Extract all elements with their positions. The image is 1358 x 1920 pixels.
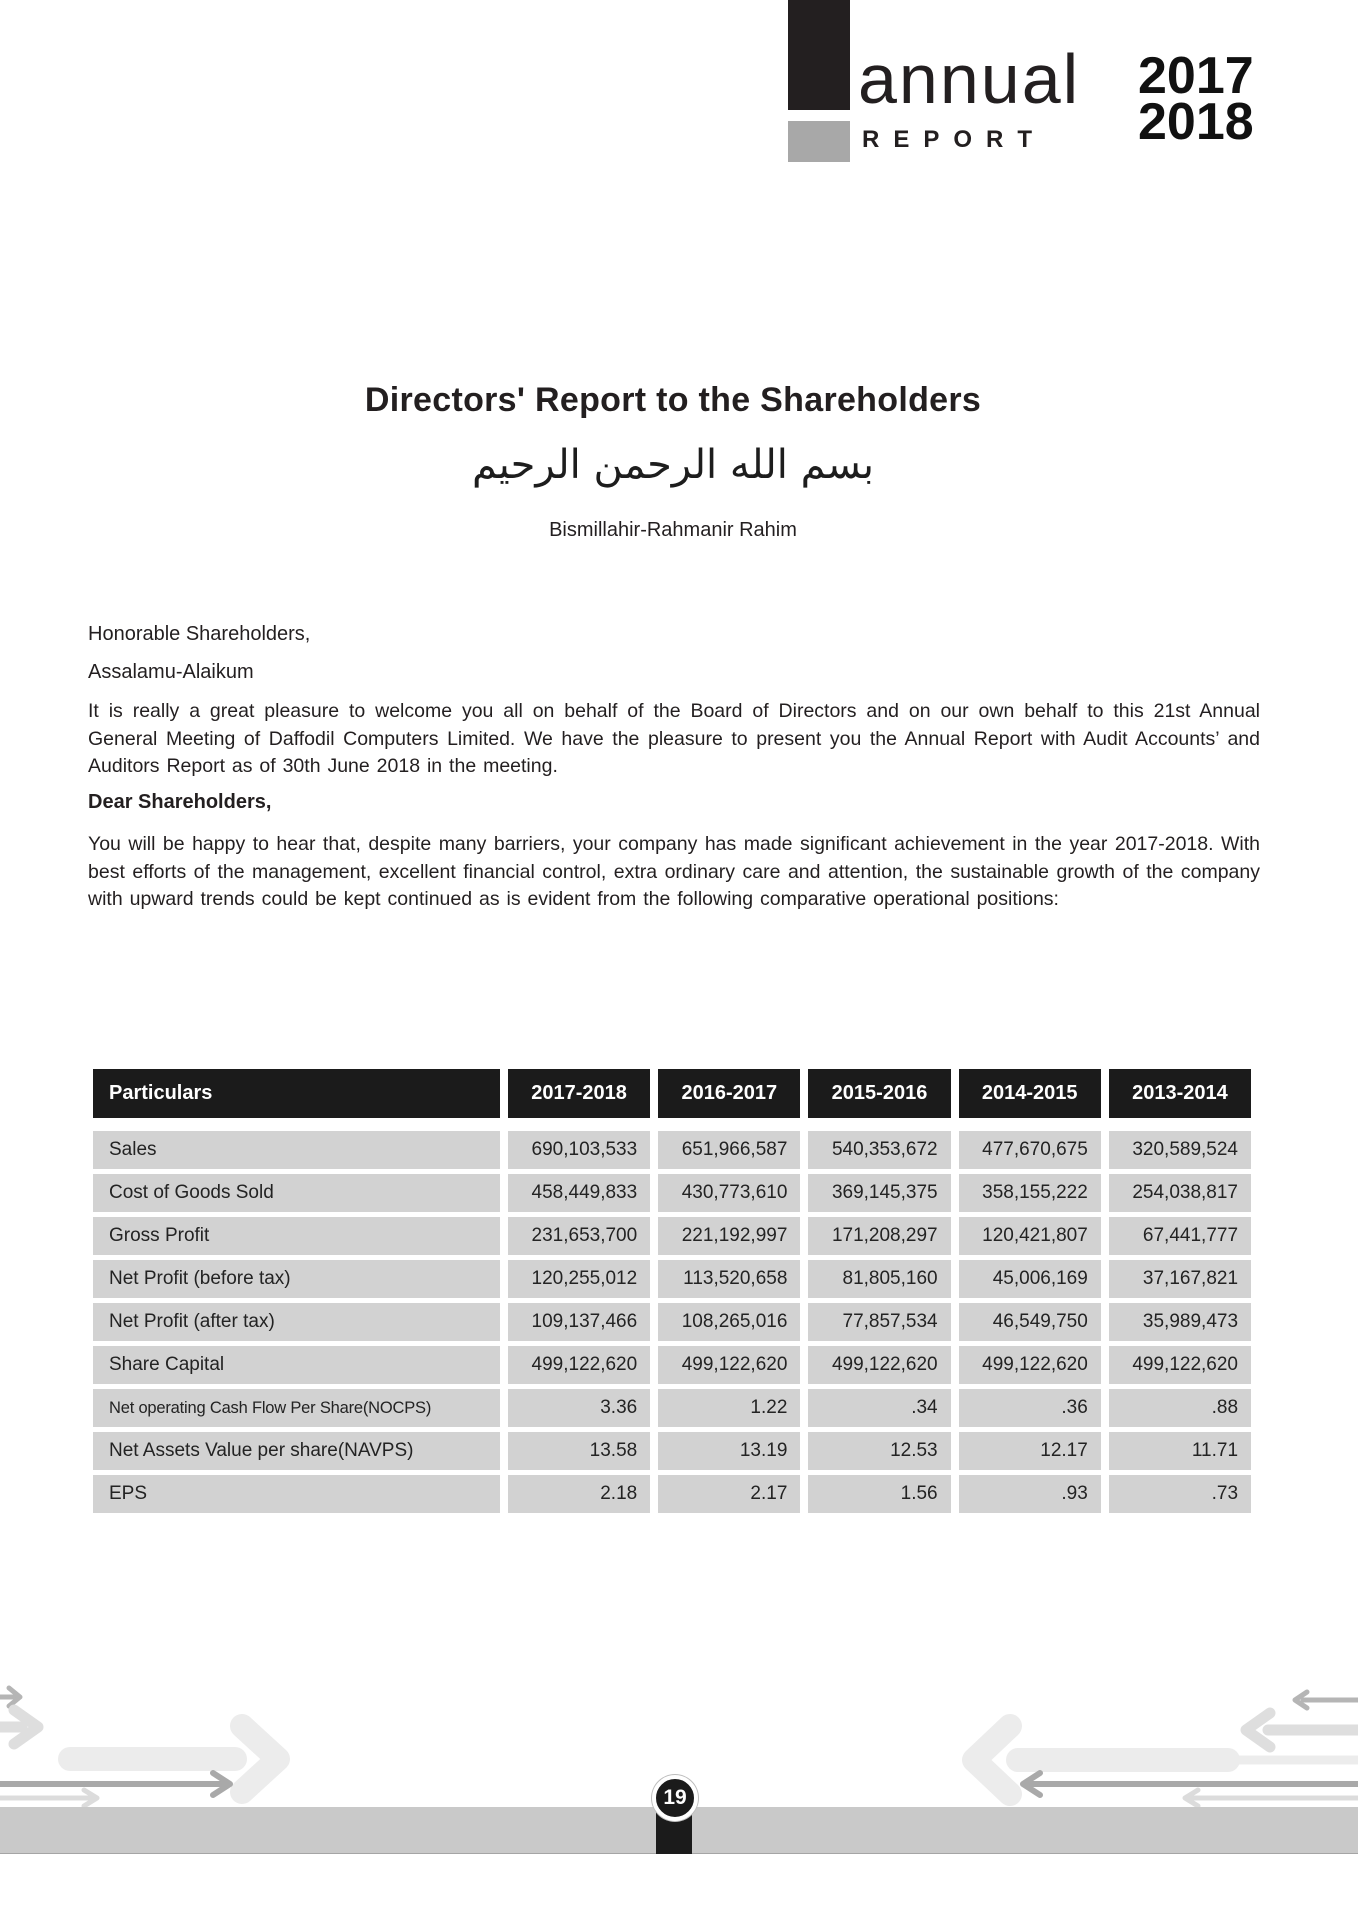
header-year-2015-2016: 2015-2016	[808, 1069, 950, 1118]
row-value: 499,122,620	[808, 1346, 950, 1384]
row-label: Net Profit (before tax)	[93, 1260, 500, 1298]
table-row-navps	[93, 1432, 1251, 1470]
decorative-arrows-right	[958, 1680, 1358, 1807]
row-value: 13.19	[658, 1432, 800, 1470]
row-value: .34	[808, 1389, 950, 1427]
row-value: 221,192,997	[658, 1217, 800, 1255]
row-value: 499,122,620	[959, 1346, 1101, 1384]
row-value: 690,103,533	[508, 1131, 650, 1169]
table-row-gross-profit	[93, 1217, 1251, 1255]
logo-gray-square	[788, 121, 850, 162]
row-label: Net operating Cash Flow Per Share(NOCPS)	[93, 1389, 500, 1427]
row-value: .93	[959, 1475, 1101, 1513]
row-value: 67,441,777	[1109, 1217, 1251, 1255]
page-number: 19	[663, 1786, 687, 1809]
row-value: 477,670,675	[959, 1131, 1101, 1169]
logo-years	[1138, 47, 1254, 151]
row-value: 11.71	[1109, 1432, 1251, 1470]
row-value: 109,137,466	[508, 1303, 650, 1341]
table-row-net-profit-after-tax	[93, 1303, 1251, 1341]
row-label: Share Capital	[93, 1346, 500, 1384]
row-label: EPS	[93, 1475, 500, 1513]
row-value: 120,255,012	[508, 1260, 650, 1298]
table-row-eps	[93, 1475, 1251, 1513]
row-value: 81,805,160	[808, 1260, 950, 1298]
row-value: 369,145,375	[808, 1174, 950, 1212]
row-value: .88	[1109, 1389, 1251, 1427]
row-value: 12.53	[808, 1432, 950, 1470]
header-year-2013-2014: 2013-2014	[1109, 1069, 1251, 1118]
row-value: 77,857,534	[808, 1303, 950, 1341]
dear-shareholders-heading: Dear Shareholders,	[88, 791, 272, 813]
row-value: 499,122,620	[658, 1346, 800, 1384]
logo-report-text: REPORT	[862, 126, 1047, 153]
header-particulars: Particulars	[93, 1069, 500, 1118]
row-value: 113,520,658	[658, 1260, 800, 1298]
row-value: 2.18	[508, 1475, 650, 1513]
table-header-row	[93, 1069, 1251, 1118]
row-value: 37,167,821	[1109, 1260, 1251, 1298]
row-label: Net Profit (after tax)	[93, 1303, 500, 1341]
table-row-net-profit-before-tax	[93, 1260, 1251, 1298]
row-value: 540,353,672	[808, 1131, 950, 1169]
logo-year-top: 2017	[1138, 47, 1254, 105]
row-label: Net Assets Value per share(NAVPS)	[93, 1432, 500, 1470]
row-value: 1.56	[808, 1475, 950, 1513]
logo-black-bar	[788, 0, 850, 110]
row-value: 458,449,833	[508, 1174, 650, 1212]
row-label: Cost of Goods Sold	[93, 1174, 500, 1212]
row-value: 358,155,222	[959, 1174, 1101, 1212]
row-value: 35,989,473	[1109, 1303, 1251, 1341]
row-value: 499,122,620	[1109, 1346, 1251, 1384]
row-value: 46,549,750	[959, 1303, 1101, 1341]
row-value: 254,038,817	[1109, 1174, 1251, 1212]
table-row-sales	[93, 1131, 1251, 1169]
row-value: 499,122,620	[508, 1346, 650, 1384]
table-row-nocps	[93, 1389, 1251, 1427]
header-year-2014-2015: 2014-2015	[959, 1069, 1101, 1118]
table-row-share-capital	[93, 1346, 1251, 1384]
decorative-arrows-left	[0, 1680, 400, 1807]
row-value: .36	[959, 1389, 1101, 1427]
bismillah-caption: Bismillahir-Rahmanir Rahim	[549, 519, 797, 541]
header-year-2017-2018: 2017-2018	[508, 1069, 650, 1118]
header-year-2016-2017: 2016-2017	[658, 1069, 800, 1118]
row-label: Sales	[93, 1131, 500, 1169]
row-value: .73	[1109, 1475, 1251, 1513]
salutation-honorable: Honorable Shareholders,	[88, 623, 311, 645]
row-value: 1.22	[658, 1389, 800, 1427]
row-value: 120,421,807	[959, 1217, 1101, 1255]
row-value: 171,208,297	[808, 1217, 950, 1255]
page-number-badge	[652, 1775, 698, 1821]
row-label: Gross Profit	[93, 1217, 500, 1255]
row-value: 45,006,169	[959, 1260, 1101, 1298]
row-value: 3.36	[508, 1389, 650, 1427]
bismillah-calligraphy: بسم الله الرحمن الرحيم	[471, 442, 875, 488]
row-value: 430,773,610	[658, 1174, 800, 1212]
salutation-assalamu: Assalamu-Alaikum	[88, 661, 254, 683]
achievement-paragraph: You will be happy to hear that, despite many barriers, your company has made significant achievement in the year 2017-2018. With best efforts of the management, excellent financial control, extra ordinary care and attention, the sustainable growth of the company with upward trends could be kept continued as is evident from the following comparative operational positions:	[88, 833, 1260, 910]
row-value: 13.58	[508, 1432, 650, 1470]
row-value: 2.17	[658, 1475, 800, 1513]
table-body	[93, 1131, 1251, 1513]
logo-year-bottom: 2018	[1138, 92, 1254, 151]
table-row-cogs	[93, 1174, 1251, 1212]
row-value: 651,966,587	[658, 1131, 800, 1169]
page-title: Directors' Report to the Shareholders	[364, 381, 982, 419]
intro-paragraph: It is really a great pleasure to welcome you all on behalf of the Board of Directors and on our own behalf to this 21st Annual General Meeting of Daffodil Computers Limited. We have the pleasure to present you the Annual Report with Audit Accounts’ and Auditors Report as of 30th June 2018 in the meeting.	[88, 700, 1260, 777]
logo-annual-text: annual	[858, 40, 1081, 118]
row-value: 231,653,700	[508, 1217, 650, 1255]
row-value: 12.17	[959, 1432, 1101, 1470]
row-value: 108,265,016	[658, 1303, 800, 1341]
financial-table	[93, 1069, 1251, 1518]
row-value: 320,589,524	[1109, 1131, 1251, 1169]
